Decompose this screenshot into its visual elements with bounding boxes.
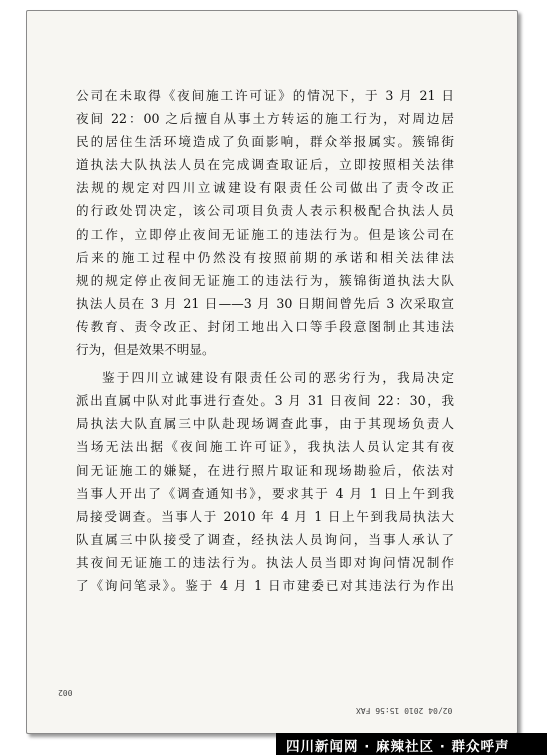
text-line: 间无证施工的嫌疑，在进行照片取证和现场勘验后，依法对	[76, 462, 454, 478]
text-line: 局接受调查。当事人于 2010 年 4 月 1 日上午到我局执法大	[76, 508, 454, 524]
text-line: 了《询问笔录》。鉴于 4 月 1 日市建委已对其违法行为作出	[76, 577, 454, 593]
text-line: 当场无法出据《夜间施工许可证》，我执法人员认定其有夜	[76, 439, 454, 455]
text-line: 的行政处罚决定，该公司项目负责人表示积极配合执法人员	[76, 203, 454, 219]
text-line: 执法人员在 3 月 21 日——3 月 30 日期间曾先后 3 次采取宣	[76, 295, 454, 311]
text-line: 其夜间无证施工的违法行为。执法人员当即对询问情况制作	[76, 554, 454, 570]
text-line: 规的规定停止夜间无证施工的违法行为，簇锦街道执法大队	[76, 272, 454, 288]
text-line: 后来的施工过程中仍然没有按照前期的承诺和相关法律法	[76, 249, 454, 265]
text-line: 的工作，立即停止夜间无证施工的违法行为。但是该公司在	[76, 226, 454, 242]
text-line: 道执法大队执法人员在完成调查取证后，立即按照相关法律	[76, 157, 454, 173]
text-line: 法规的规定对四川立诚建设有限责任公司做出了责令改正	[76, 180, 454, 196]
text-line: 夜间 22：00 之后擅自从事土方转运的施工行为，对周边居	[76, 111, 454, 127]
footer-watermark: 四川新闻网 · 麻辣社区 · 群众呼声	[286, 739, 510, 755]
text-line: 民的居住生活环境造成了负面影响，群众举报属实。簇锦街	[76, 134, 454, 150]
paragraph-2	[76, 366, 454, 597]
text-line: 队直属三中队接受了调查，经执法人员询问，当事人承认了	[76, 531, 454, 547]
paragraph-1	[76, 84, 454, 361]
fax-page-code: 002	[58, 688, 73, 697]
text-line: 当事人开出了《调查通知书》，要求其于 4 月 1 日上午到我	[76, 485, 454, 501]
text-line: 公司在未取得《夜间施工许可证》的情况下，于 3 月 21 日	[76, 88, 454, 103]
fax-timestamp: 02/04 2010 15:56 FAX	[356, 706, 453, 715]
text-line: 行为，但是效果不明显。	[76, 342, 215, 358]
text-line: 派出直属中队对此事进行查处。3 月 31 日夜间 22：30，我	[76, 393, 454, 409]
text-line: 鉴于四川立诚建设有限责任公司的恶劣行为，我局决定	[102, 370, 454, 386]
text-line: 局执法大队直属三中队赴现场调查此事，由于其现场负责人	[76, 416, 454, 432]
document-body	[76, 84, 454, 597]
text-line: 传教育、责令改正、封闭工地出入口等手段意图制止其违法	[76, 318, 454, 334]
